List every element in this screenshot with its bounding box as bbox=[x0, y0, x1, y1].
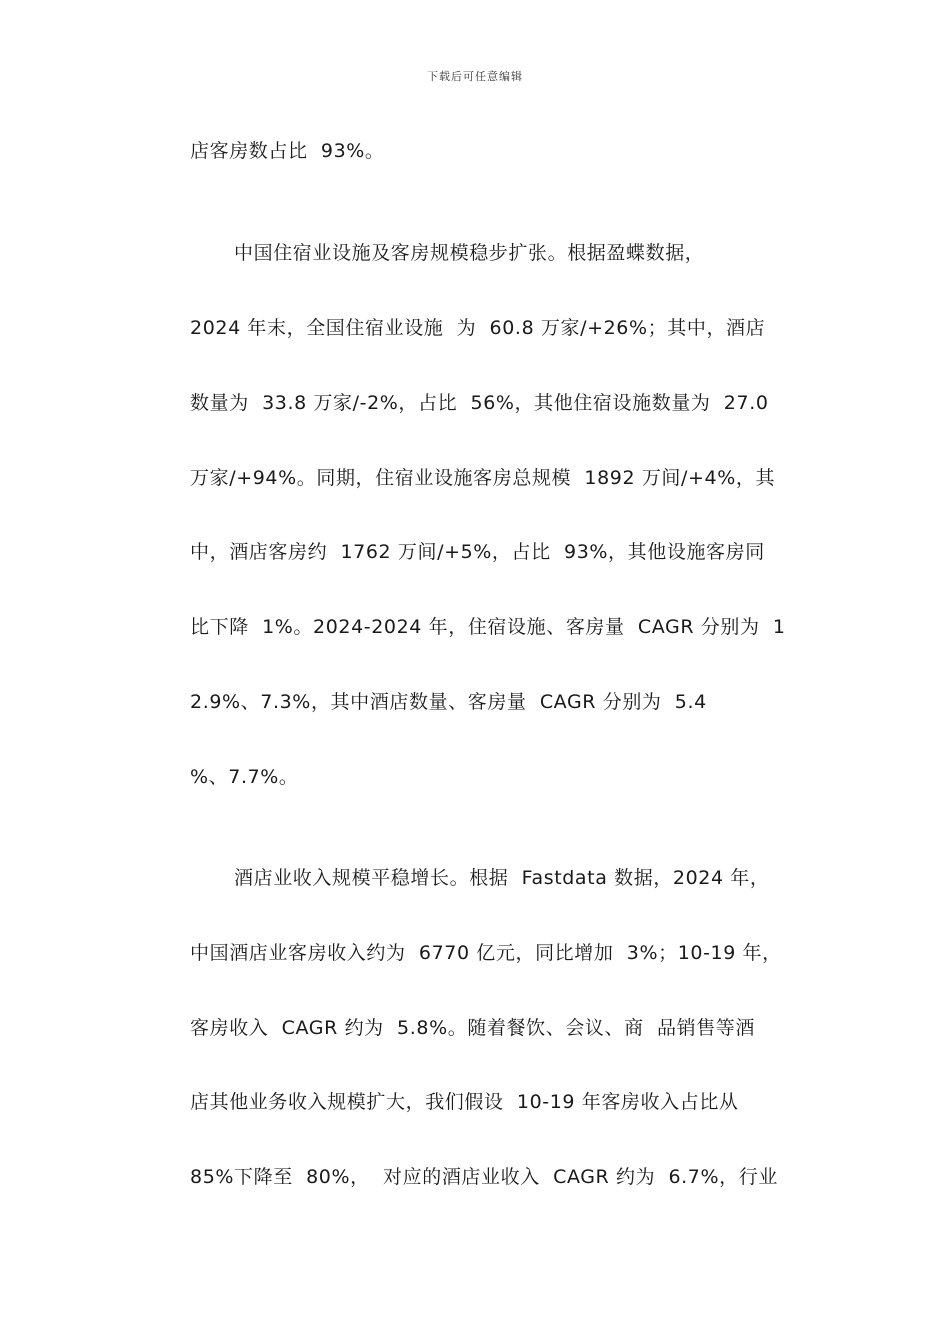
paragraph-2-line-8: %、7.7%。 bbox=[190, 766, 299, 788]
paragraph-2-line-7: 2.9%、7.3%，其中酒店数量、客房量 CAGR 分别为 5.4 bbox=[190, 691, 707, 713]
paragraph-3-line-2: 中国酒店业客房收入约为 6770 亿元，同比增加 3%；10-19 年， bbox=[190, 942, 782, 964]
paragraph-2-line-4: 万家/+94%。同期，住宿业设施客房总规模 1892 万间/+4%，其 bbox=[190, 467, 776, 489]
paragraph-1-line-1: 店客房数占比 93%。 bbox=[190, 140, 385, 162]
paragraph-2-line-3: 数量为 33.8 万家/-2%，占比 56%，其他住宿设施数量为 27.0 bbox=[190, 392, 769, 414]
paragraph-3-line-1: 酒店业收入规模平稳增长。根据 Fastdata 数据，2024 年， bbox=[234, 867, 770, 889]
page-header: 下载后可任意编辑 bbox=[427, 70, 523, 83]
paragraph-2-line-1: 中国住宿业设施及客房规模稳步扩张。根据盈蝶数据， bbox=[234, 242, 705, 264]
paragraph-3-line-4: 店其他业务收入规模扩大，我们假设 10-19 年客房收入占比从 bbox=[190, 1091, 739, 1113]
paragraph-3-line-3: 客房收入 CAGR 约为 5.8%。随着餐饮、会议、商 品销售等酒 bbox=[190, 1017, 756, 1039]
paragraph-3-line-5: 85%下降至 80%， 对应的酒店业收入 CAGR 约为 6.7%，行业 bbox=[190, 1166, 778, 1188]
paragraph-2-line-6: 比下降 1%。2024-2024 年，住宿设施、客房量 CAGR 分别为 1 bbox=[190, 616, 786, 638]
paragraph-2-line-5: 中，酒店客房约 1762 万间/+5%，占比 93%，其他设施客房同 bbox=[190, 541, 765, 563]
paragraph-2-line-2: 2024 年末，全国住宿业设施 为 60.8 万家/+26%；其中，酒店 bbox=[190, 317, 766, 339]
